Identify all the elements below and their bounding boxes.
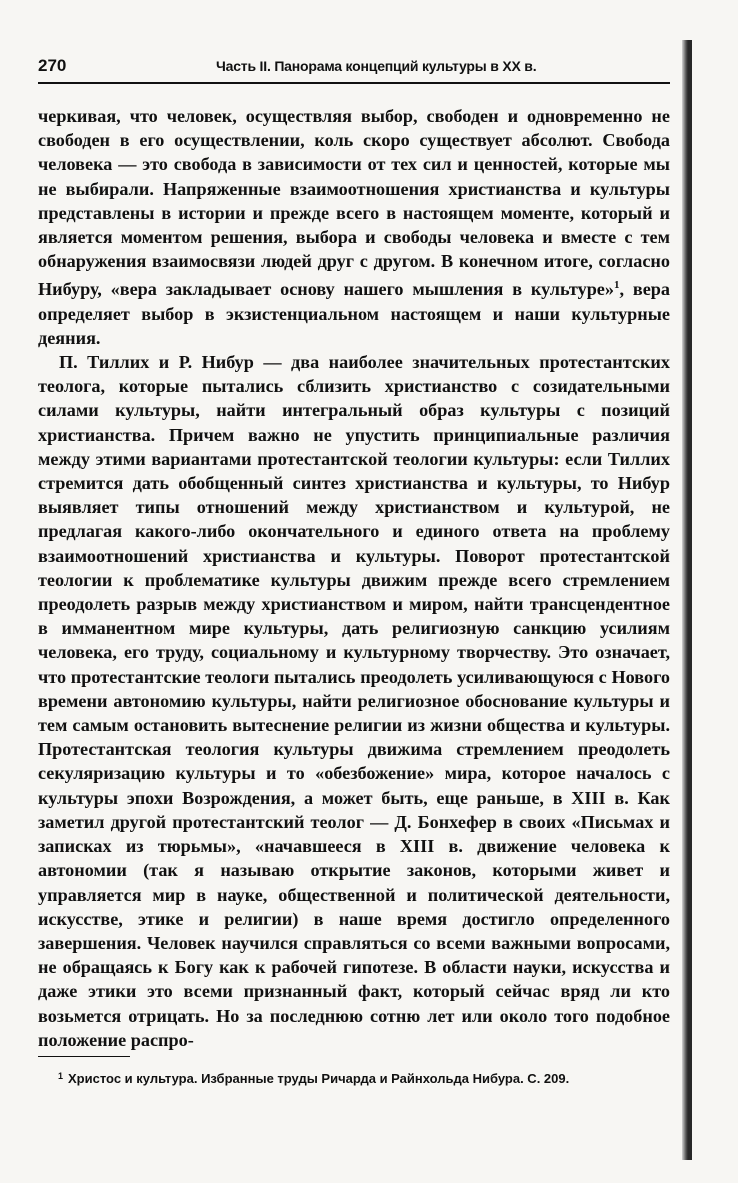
page-edge-shadow: [682, 40, 692, 1160]
body-text: [38, 104, 670, 1052]
paragraph-1: [38, 104, 670, 350]
footnote: [58, 1067, 668, 1088]
paragraph-1-continuation: , вера определяет выбор в экзистенциальном настоящем и наши культурные деяния.: [38, 279, 671, 348]
footnote-mark: 1: [58, 1071, 64, 1081]
paragraph-1-text: черкивая, что человек, осуществляя выбор, свободен и одновременно не свободен в его осуществлении, коль скоро существует абсолют. Свобода человека — это свобода в зависимости от тех сил и ценностей, которые мы не выбирали. Напряженные взаимоотношения христианства и культуры представлены в истории и прежде всего в настоящем моменте, который и является моментом решения, выбора и свободы человека и вместе с тем обнаружения взаимосвязи людей друг с другом. В конечном итоге, согласно Нибуру, «вера закладывает основу нашего мышления в культуре»: [38, 106, 670, 300]
footnote-text: Христос и культура. Избранные труды Ричарда и Райнхольда Нибура. С. 209.: [68, 1071, 570, 1086]
page-number: 270: [38, 56, 67, 75]
footnote-reference: 1: [613, 279, 620, 292]
paragraph-2: П. Тиллих и Р. Нибур — два наиболее значительных протестантских теолога, которые пытались сблизить христианство с созидательными силами культуры, найти интегральный образ культуры с позиций христианства. Причем важно не упустить принципиальные различия между этими вариантами протестантской теологии культуры: если Тиллих стремится дать обобщенный синтез христианства и культуры, то Нибур выявляет типы отношений между христианством и культурой, не предлагая какого-либо окончательного и единого ответа на проблему взаимоотношений христианства и культуры. Поворот протестантской теологии к проблематике культуры движим прежде всего стремлением преодолеть разрыв между христианством и миром, найти трансцендентное в имманентном мире культуры, дать религиозную санкцию усилиям человека, его труду, социальному и культурному творчеству. Это означает, что протестантские теологи пытались преодолеть усиливающуюся с Нового времени автономию культуры, найти религиозное обоснование культуры и тем самым остановить вытеснение религии из жизни общества и культуры. Протестантская теология культуры движима стремлением преодолеть секуляризацию культуры и то «обезбожение» мира, которое началось с культуры эпохи Возрождения, а может быть, еще раньше, в XIII в. Как заметил другой протестантский теолог — Д. Бонхефер в своих «Письмах и записках из тюрьмы», «начавшееся в XIII в. движение человека к автономии (так я называю открытие законов, которыми живет и управляется мир в науке, общественной и политической деятельности, искусстве, этике и религии) в наше время достигло определенного завершения. Человек научился справляться со всеми важными вопросами, не обращаясь к Богу как к рабочей гипотезе. В области науки, искусства и даже этики это всеми признанный факт, который сейчас вряд ли кто возьмется отрицать. Но за последнюю сотню лет или около того подобное положение распро-: [38, 352, 670, 1050]
page-header: [38, 56, 670, 84]
footnote-separator: [38, 1056, 130, 1057]
running-title: Часть II. Панорама концепций культуры в XX в.: [216, 58, 537, 74]
